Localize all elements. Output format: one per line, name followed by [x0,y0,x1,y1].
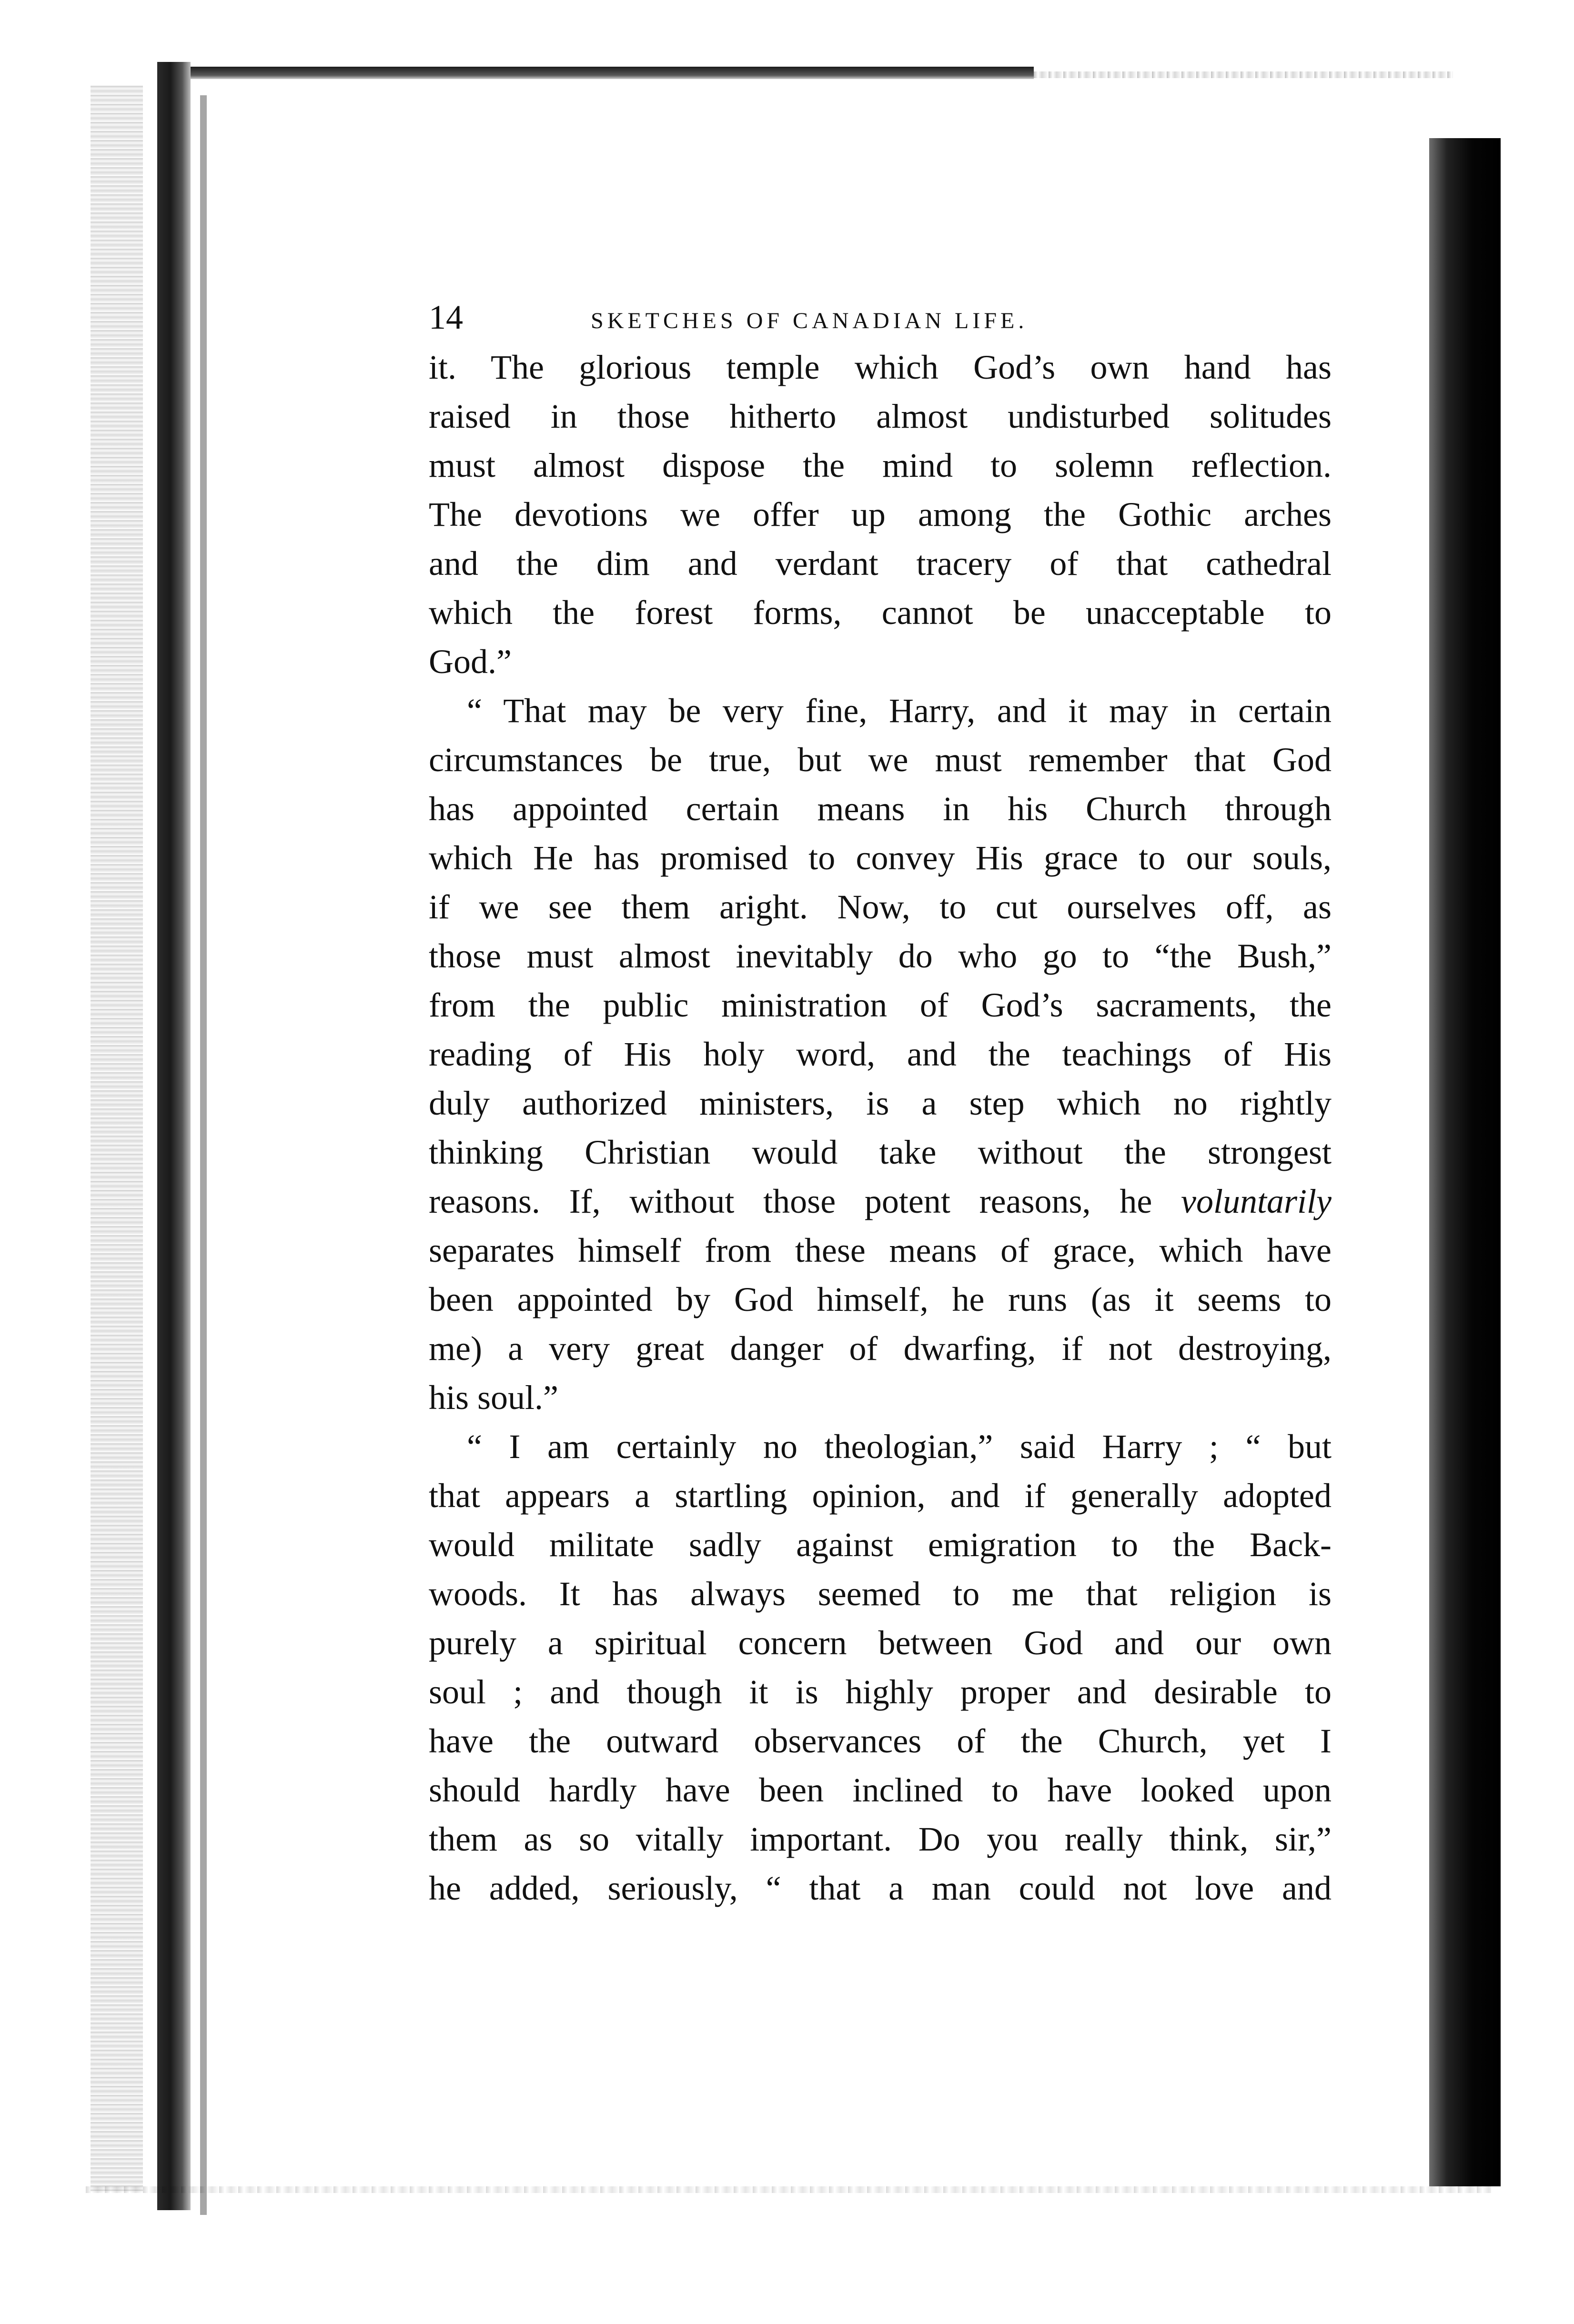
text-line: God.” [429,643,512,681]
text-line: would militate sadly against emigration to the Back- [429,1526,1332,1564]
text-line-with-italic [429,1177,1332,1226]
text-line: separates himself from these means of grace, which have [429,1231,1332,1269]
text-line: “ I am certainly no theologian,” said Harry ; “ but [467,1428,1332,1466]
text-line: it. The glorious temple which God’s own hand has [429,348,1332,386]
text-line: if we see them aright. Now, to cut ourselves off, as [429,888,1332,926]
text-line: The devotions we offer up among the Gothic arches [429,495,1332,533]
top-edge-speckle [1034,71,1453,78]
text-line: have the outward observances of the Church, yet I [429,1722,1332,1760]
binding-gutter-line [200,95,207,2215]
binding-shadow-strip [91,86,143,2191]
bottom-page-edge [86,2186,1491,2193]
text-line: purely a spiritual concern between God and our own [429,1624,1332,1662]
top-page-edge [191,67,1034,79]
text-line: has appointed certain means in his Church through [429,790,1332,828]
text-fragment: reasons. If, without those potent reasons, he [429,1182,1181,1220]
text-line: his soul.” [429,1378,559,1417]
running-head [429,291,1332,343]
running-title: SKETCHES OF CANADIAN LIFE. [591,308,1028,333]
book-page [429,291,1332,1913]
body-text [429,343,1332,1913]
text-line: reading of His holy word, and the teachings of His [429,1035,1332,1073]
text-line: must almost dispose the mind to solemn reflection. [429,446,1332,484]
right-page-edge [1429,138,1501,2186]
text-line: from the public ministration of God’s sacraments, the [429,986,1332,1024]
text-line: which the forest forms, cannot be unacceptable to [429,594,1332,632]
text-line: he added, seriously, “ that a man could not love and [429,1869,1332,1907]
text-line: thinking Christian would take without the strongest [429,1133,1332,1171]
text-line: and the dim and verdant tracery of that cathedral [429,544,1332,583]
text-line: them as so vitally important. Do you really think, sir,” [429,1820,1332,1858]
text-line: circumstances be true, but we must remember that God [429,741,1332,779]
text-line: me) a very great danger of dwarfing, if not destroying, [429,1329,1332,1368]
text-line: should hardly have been inclined to have looked upon [429,1771,1332,1809]
text-line: that appears a startling opinion, and if generally adopted [429,1477,1332,1515]
page-number: 14 [429,298,463,336]
text-line: raised in those hitherto almost undisturbed solitudes [429,397,1332,435]
text-line: those must almost inevitably do who go to “the Bush,” [429,937,1332,975]
text-line: duly authorized ministers, is a step which no rightly [429,1084,1332,1122]
text-line: “ That may be very fine, Harry, and it may in certain [467,692,1332,730]
text-line: woods. It has always seemed to me that religion is [429,1575,1332,1613]
text-line: which He has promised to convey His grace to our souls, [429,839,1332,877]
text-line: been appointed by God himself, he runs (as it seems to [429,1280,1332,1318]
book-binding-edge [157,62,191,2210]
italic-word: voluntarily [1181,1182,1332,1220]
text-line: soul ; and though it is highly proper and desirable to [429,1673,1332,1711]
